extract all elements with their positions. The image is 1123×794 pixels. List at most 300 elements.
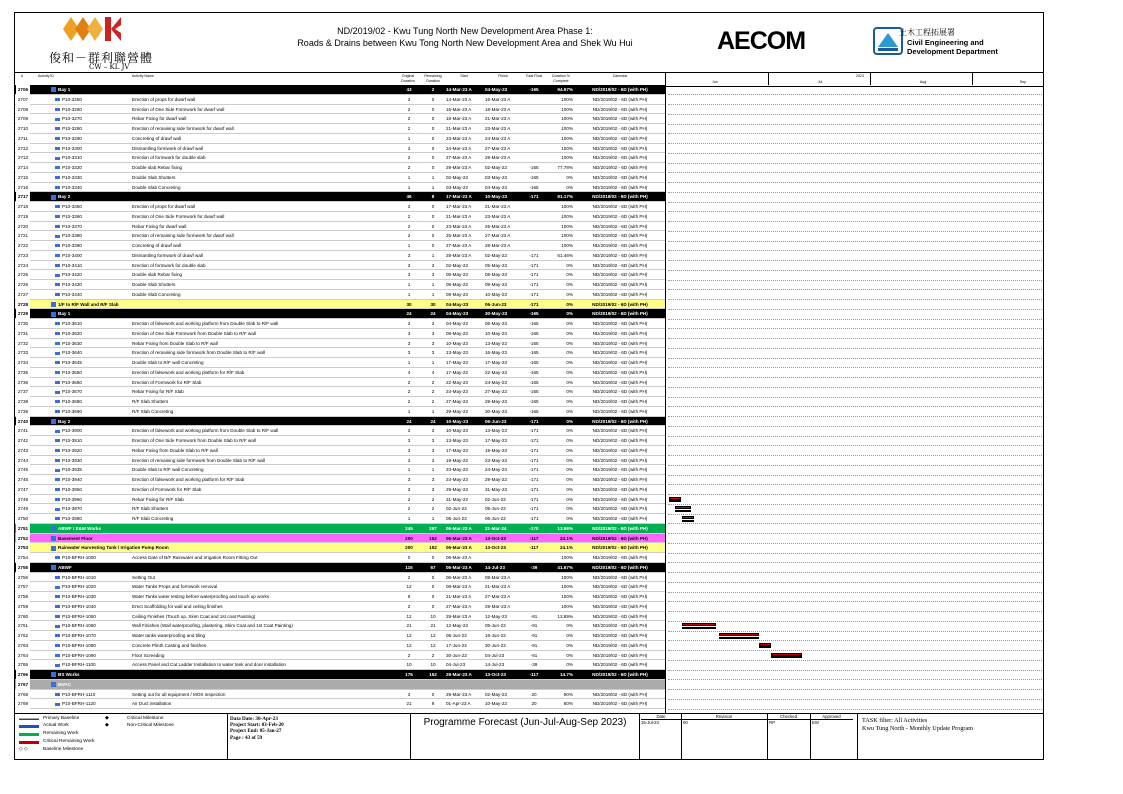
gantt-row-line [668,387,1044,388]
finish-date: 06-May-23 [485,321,507,326]
original-duration: 3 [407,340,411,346]
row-number: 2710 [16,124,30,134]
calendar: ND/2019/02 - 6D (with PH) [592,447,648,453]
activity-id-text: P10-3640 [62,350,82,356]
calendar: ND/2019/02 - 6D (with PH) [592,525,648,531]
original-duration: 200 [405,545,413,551]
activity-name: Rebar Fixing for R/F Slab [132,496,184,502]
gantt-row-line [668,553,1044,554]
wbs-row[interactable] [15,563,665,573]
remaining-duration: 0 [431,96,435,102]
activity-row[interactable] [15,348,665,358]
row-number: 2763 [16,641,30,651]
original-duration: 176 [405,672,413,677]
wbs-row[interactable] [15,534,665,544]
row-number: 2751 [16,524,30,534]
original-duration: 12 [406,584,412,590]
activity-row[interactable] [15,621,665,631]
activity-id [55,387,137,397]
activity-id [55,553,137,563]
remaining-duration: 0 [431,106,435,112]
row-number: 2725 [16,270,30,280]
pct-complete: 0% [566,291,573,297]
remaining-duration: 0 [431,204,435,209]
remaining-duration: 0 [431,574,435,580]
gantt-row-line [668,543,1044,544]
calendar: ND/2019/02 - 6D (with PH) [592,691,648,697]
start-date: 05-Jun-23 [446,633,467,638]
activity-name: Rebar Fixing from Double Slab to R/F wall [132,447,218,453]
activity-id [55,183,137,193]
calendar: ND/2019/02 - 6D (with PH) [592,96,648,102]
original-duration: 3 [407,438,411,443]
total-float: -165 [529,330,539,336]
remaining-duration: 1 [431,174,435,180]
calendar: ND/2019/02 - 6D (with PH) [592,272,648,278]
original-duration: 3 [407,321,411,326]
wbs-icon [51,682,56,687]
activity-row[interactable] [15,495,665,505]
row-number: 2769 [16,699,30,709]
activity-row[interactable] [15,407,665,417]
activity-id-text: P10-3260 [62,106,82,112]
finish-date: 06-Jun-23 [485,516,506,521]
start-date: 22-May-23 [446,379,468,385]
original-duration: 3 [407,428,411,434]
remaining-duration: 1 [431,252,435,258]
original-duration: 1 [407,184,411,190]
original-duration: 12 [406,642,412,648]
activity-id [55,163,137,173]
pct-complete: 100% [561,603,573,609]
pct-complete: 0% [566,477,573,482]
original-duration: 0 [407,555,411,560]
legend-noncritical-milestone: Non-Critical Milestone [127,723,174,728]
activity-row[interactable] [15,153,665,163]
remaining-duration: 2 [431,379,435,385]
activity-row[interactable] [15,319,665,329]
original-duration: 21 [406,623,412,629]
remaining-duration: 2 [431,389,435,395]
row-number: 2722 [16,241,30,251]
activity-row[interactable] [15,592,665,602]
activity-row[interactable] [15,231,665,241]
remaining-duration: 0 [431,223,435,229]
activity-name: Erection of Formwork for R/F Slab [132,486,202,492]
activity-row[interactable] [15,114,665,124]
activity-row[interactable] [15,553,665,563]
row-number: 2750 [16,514,30,524]
activity-row[interactable] [15,446,665,456]
pct-complete: 41.67% [557,564,573,570]
remaining-duration: 2 [431,652,435,658]
total-float: -171 [529,516,539,521]
row-number: 2764 [16,651,30,661]
total-float: -171 [529,496,539,502]
activity-row[interactable] [15,134,665,144]
pct-complete: 0% [566,262,573,268]
gantt-row-line [668,114,1044,115]
activity-row[interactable] [15,183,665,193]
activity-id [55,144,137,154]
legend-baseline-milestone: Baseline Milestone [43,747,84,752]
activity-id [55,202,137,212]
activity-name: R/F Slab Concreting [132,408,174,414]
remaining-duration: 2 [431,496,435,502]
activity-row[interactable] [15,222,665,232]
legend-actual-swatch [19,725,39,728]
finish-date: 21-Mar-23 A [485,116,511,122]
original-duration: 24 [406,311,412,317]
activity-icon [55,595,60,598]
start-date: 06-Mar-23 A [446,555,472,560]
activity-name: Erection of remaining side formwork for dwarf wall [132,233,234,239]
activity-id-text: P10-3610 [62,321,82,326]
remaining-duration: 10 [430,613,436,619]
activity-id [55,699,137,709]
rev-number: 00 [683,720,688,725]
activity-row[interactable] [15,699,665,709]
activity-row[interactable] [15,368,665,378]
finish-date: 18-Mar-23 A [485,106,511,112]
activity-id-text: P10-BFRH-1090 [62,652,96,658]
activity-id [55,339,137,349]
project-end: Project End: 05-Jan-27 [230,728,282,735]
cedd-logo [873,25,1033,65]
remaining-duration: 0 [431,155,435,161]
total-float: -91 [530,623,538,629]
activity-id-text: ABWF [58,564,72,570]
activity-id-text: Bay 2 [58,194,71,200]
activity-icon [55,108,60,111]
calendar: ND/2019/02 - 6D (with PH) [592,564,648,570]
start-date: 31-May-23 [446,496,468,502]
activity-row[interactable] [15,261,665,271]
total-float: -39 [530,662,538,668]
activity-name: Ceiling Finishes (Touch up, Skim Coat and 1st coat Painting) [132,613,256,619]
total-float: -171 [529,457,539,463]
activity-row[interactable] [15,378,665,388]
activity-row[interactable] [15,358,665,368]
gantt-row-line [668,328,1044,329]
activity-row[interactable] [15,436,665,446]
remaining-duration: 2 [431,506,435,512]
remaining-duration: 24 [430,418,436,424]
start-date: 27-Mar-23 A [446,603,472,609]
gantt-row-line [668,504,1044,505]
activity-id [51,670,351,680]
activity-id [55,641,137,651]
finish-date: 02-May-23 [485,691,507,697]
activity-icon [55,371,60,374]
row-number: 2752 [16,534,30,544]
activity-row[interactable] [15,426,665,436]
start-date: 30-Jun-23 [446,652,467,658]
start-date: 05-May-23 [446,272,468,278]
legend [17,716,217,760]
row-number: 2709 [16,114,30,124]
activity-id-text: P10-BFRH-1070 [62,633,96,638]
start-date: 05-Jun-23 [446,516,467,521]
activity-row[interactable] [15,514,665,524]
gantt-row-line [668,280,1044,281]
original-duration: 3 [407,477,411,482]
finish-date: 27-Mar-23 A [485,594,511,599]
start-date: 08-May-23 [446,330,468,336]
row-number: 2747 [16,485,30,495]
remaining-duration: 67 [430,564,436,570]
row-number: 2734 [16,358,30,368]
activity-name: Erection of One Side Formwork from Double Slab to R/F wall [132,438,256,443]
activity-icon [55,127,60,130]
activity-row[interactable] [15,612,665,622]
finish-date: 03-May-23 [485,174,507,180]
activity-row[interactable] [15,387,665,397]
activity-row[interactable] [15,641,665,651]
data-date: Data Date: 30-Apr-23 [230,716,278,722]
activity-id [55,368,137,378]
start-date: 24-May-23 [446,477,468,482]
original-duration: 2 [407,165,411,170]
activity-icon [55,693,60,696]
activity-name: Water tanks waterproofing and tiling [132,633,206,638]
activity-row[interactable] [15,651,665,661]
activity-row[interactable] [15,397,665,407]
activity-row[interactable] [15,456,665,466]
activity-id [55,456,137,466]
activity-row[interactable] [15,202,665,212]
rev-date: 15-Jul-23 [641,720,659,725]
calendar: ND/2019/02 - 6D (with PH) [592,184,648,190]
wbs-row[interactable] [15,524,665,534]
remaining-duration: 0 [431,584,435,590]
activity-row[interactable] [15,582,665,592]
remaining-duration: 21 [430,623,436,629]
start-date: 08-May-23 [446,282,468,287]
activity-row[interactable] [15,124,665,134]
calendar: ND/2019/02 - 6D (with PH) [592,243,648,248]
finish-date: 30-Jun-23 [485,642,506,648]
start-date: 01-Apr-23 A [446,701,471,707]
gantt-row-line [668,631,1044,632]
finish-date: 17-May-23 [485,438,507,443]
gantt-row-line [668,358,1044,359]
pct-complete: 100% [561,223,573,229]
row-number: 2731 [16,329,30,339]
remaining-duration: 12 [430,633,436,638]
activity-name: Dismantling formwork of drawf wall [132,145,203,151]
original-duration: 2 [407,223,411,229]
gantt-row-line [668,689,1044,690]
activity-row[interactable] [15,212,665,222]
original-duration: 3 [407,486,411,492]
activity-row[interactable] [15,95,665,105]
pct-complete: 0% [566,447,573,453]
activity-icon [55,430,60,433]
finish-date: 24-Mar-23 A [485,135,511,141]
wbs-icon [51,565,56,570]
activity-icon [55,644,60,647]
gantt-row-line [668,133,1044,134]
row-number: 2762 [16,631,30,641]
activity-row[interactable] [15,573,665,583]
activity-row[interactable] [15,290,665,300]
row-number: 2746 [16,475,30,485]
gantt-row-line [668,426,1044,427]
total-float: -171 [529,301,539,307]
activity-id [55,251,137,261]
activity-id [55,348,137,358]
activity-row[interactable] [15,280,665,290]
activity-icon [55,400,60,403]
activity-row[interactable] [15,144,665,154]
wbs-row[interactable] [15,417,665,427]
remaining-duration: 3 [431,457,435,463]
activity-name: Access Date of B/F Rainwater and Irrigation Room Fitting Out [132,555,258,560]
original-duration: 21 [406,701,412,707]
row-number: 2728 [16,300,30,310]
pct-complete: 0% [566,311,573,317]
remaining-duration: 30 [430,301,436,307]
remaining-duration: 0 [431,555,435,560]
wbs-row[interactable] [15,670,665,680]
pct-complete: 0% [566,486,573,492]
remaining-duration: 1 [431,184,435,190]
row-number: 2736 [16,378,30,388]
pct-complete: 0% [566,418,573,424]
activity-row[interactable] [15,690,665,700]
gantt-row-line [668,416,1044,417]
gantt-row-line [668,182,1044,183]
finish-date: 24-May-23 [485,467,507,473]
activity-row[interactable] [15,465,665,475]
gantt-row-line [668,709,1044,710]
activity-id-text: P10-3935 [62,467,82,473]
activity-row[interactable] [15,485,665,495]
activity-id-text: BS Works [58,672,80,677]
remaining-duration: 3 [431,262,435,268]
activity-row[interactable] [15,173,665,183]
activity-row[interactable] [15,251,665,261]
wbs-icon [51,87,56,92]
gantt-row-line [668,445,1044,446]
activity-id-text: P10-BFRH-1100 [62,662,96,668]
page-frame [14,12,1044,760]
wbs-row[interactable] [15,309,665,319]
original-duration: 245 [405,525,413,531]
activity-row[interactable] [15,105,665,115]
start-date: 17-Mar-23 A [446,204,472,209]
finish-date: 30-May-23 [485,311,508,317]
activity-name: Rebar Fixing for R/F Slab [132,389,184,395]
activity-icon [55,586,60,589]
activity-id [55,95,137,105]
activity-icon [55,215,60,218]
calendar: ND/2019/02 - 6D (with PH) [592,642,648,648]
start-date: 03-May-23 [446,184,468,190]
activity-row[interactable] [15,339,665,349]
row-number: 2755 [16,563,30,573]
calendar: ND/2019/02 - 6D (with PH) [592,457,648,463]
activity-name: Double slab Rebar fixing [132,272,183,278]
wbs-row[interactable] [15,300,665,310]
activity-row[interactable] [15,241,665,251]
total-float: -117 [529,672,539,677]
activity-id [51,300,351,310]
activity-icon [55,459,60,462]
jv-name-cn: 俊和－群利聯營體 [49,51,154,65]
rev-divider [681,714,682,760]
gantt-row-line [668,192,1044,193]
activity-id [55,241,137,251]
activity-row[interactable] [15,270,665,280]
activity-name: Erection of One Side Formwork for dwarf wall [132,213,225,219]
activity-name: Air Duct installation [132,701,172,707]
start-date: 29-May-23 [446,486,468,492]
wbs-row[interactable] [15,543,665,553]
calendar: ND/2019/02 - 6D (with PH) [592,106,648,112]
activity-name: Floor Screeding [132,652,165,658]
pct-complete: 0% [566,516,573,521]
activity-row[interactable] [15,475,665,485]
total-float: -171 [529,282,539,287]
original-duration: 3 [407,96,411,102]
wbs-row[interactable] [15,680,665,690]
activity-id [55,465,137,475]
finish-date: 02-May-23 [485,252,507,258]
activity-name: Double slab Rebar fixing [132,165,183,170]
activity-id-text: MVAC [58,681,72,687]
start-date: 06-Mar-23 A [446,545,472,551]
remaining-duration: 3 [431,340,435,346]
row-number: 2744 [16,456,30,466]
pct-complete: 100% [561,145,573,151]
pct-complete: 61.46% [557,252,573,258]
original-duration: 1 [407,282,411,287]
activity-id-text: P10-3330 [62,174,82,180]
activity-row[interactable] [15,602,665,612]
gantt-row-line [668,533,1044,534]
project-dates [227,714,407,760]
pct-complete: 0% [566,633,573,638]
activity-row[interactable] [15,660,665,670]
activity-id [51,543,351,553]
activity-row[interactable] [15,329,665,339]
activity-id [55,446,137,456]
activity-icon [55,381,60,384]
start-date: 21-Mar-23 A [446,213,472,219]
activity-id-text: P10-3380 [62,233,82,239]
wbs-row[interactable] [15,192,665,202]
page-footer [15,713,1044,760]
activity-id [51,680,351,690]
start-date: 13-May-23 [446,438,468,443]
start-date: 17-Mar-23 A [446,194,472,200]
activity-name: Setting out for all equipment / MOS inspection [132,691,226,697]
start-date: 18-Mar-23 A [446,116,472,122]
activity-row[interactable] [15,631,665,641]
activity-id-text: P10-3960 [62,496,82,502]
start-date: 02-May-23 [446,174,468,180]
remaining-duration: 297 [429,525,437,531]
gantt-row-line [668,153,1044,154]
activity-row[interactable] [15,163,665,173]
pct-complete: 81.17% [557,194,573,200]
activity-row[interactable] [15,504,665,514]
activity-id-text: P10-BFRH-1030 [62,594,96,599]
wbs-row[interactable] [15,85,665,95]
total-float: -117 [529,535,539,541]
